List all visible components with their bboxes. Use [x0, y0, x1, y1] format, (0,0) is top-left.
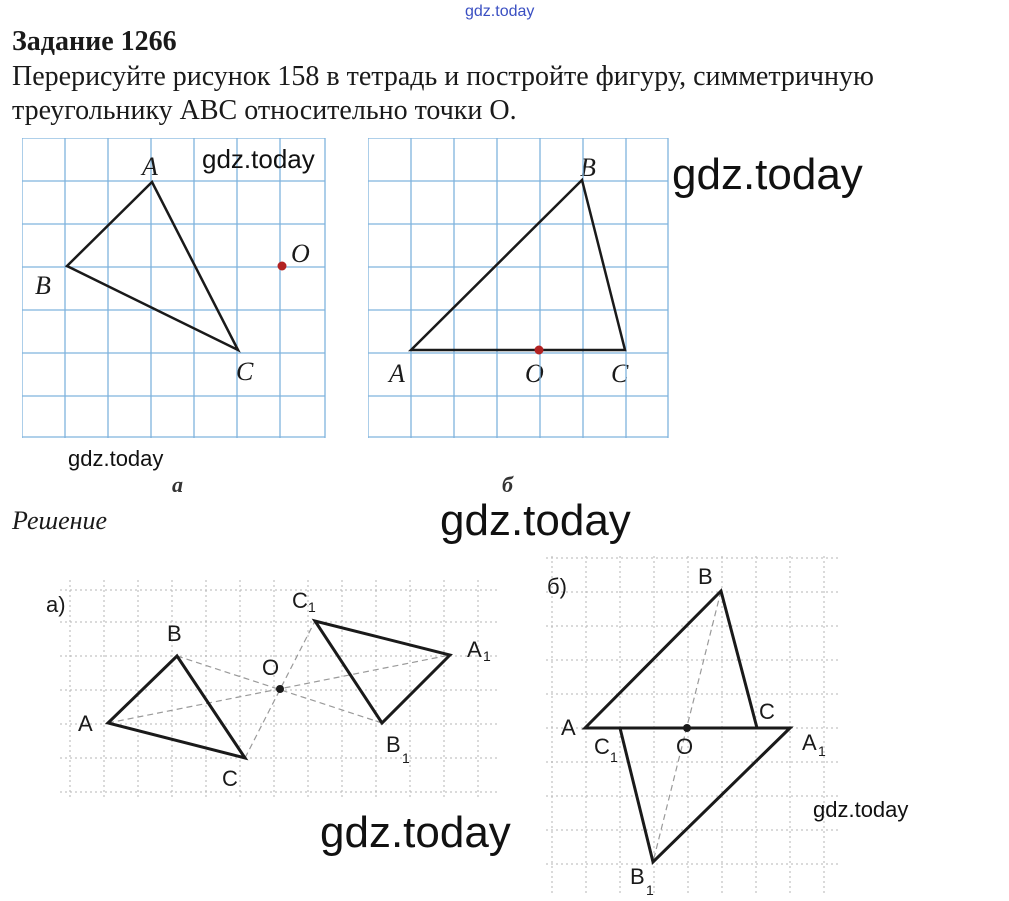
label-o-figb: O: [525, 359, 544, 388]
label-c-sol-b: C: [759, 699, 775, 724]
label-a-sol-b: A: [561, 715, 576, 740]
watermark-2: gdz.today: [672, 150, 863, 199]
solution-heading: Решение: [12, 506, 108, 535]
caption-figa: а: [172, 472, 183, 497]
label-c-sol-a: C: [222, 766, 238, 791]
task-title: Задание 1266: [12, 26, 177, 57]
watermark-1: gdz.today: [202, 144, 315, 174]
label-a1-sol-a: A: [467, 637, 482, 662]
label-b-sol-b: B: [698, 564, 713, 589]
label-b1-sol-b: B: [630, 864, 645, 889]
label-a1-sol-b: A: [802, 730, 817, 755]
task-text: Перерисуйте рисунок 158 в тетрадь и постройте фигуру, симметричную треугольнику АВС относительно точки О.: [12, 61, 874, 126]
watermark-top: gdz.today: [465, 3, 535, 20]
watermark-6: gdz.today: [813, 797, 909, 822]
label-c1-sol-b: C: [594, 734, 610, 759]
label-o-sol-b: O: [676, 734, 694, 759]
label-b-figa: B: [35, 271, 51, 300]
label-b-figb: B: [580, 153, 596, 182]
label-a-figa: A: [142, 152, 158, 181]
label-b-sol-a: B: [167, 621, 182, 646]
watermark-5: gdz.today: [320, 808, 511, 857]
label-c-figa: C: [236, 357, 254, 386]
label-c1-sol-a: C: [292, 588, 308, 613]
label-b1-sol-a: B: [386, 732, 401, 757]
label-b1-sub-sol-b: 1: [646, 882, 654, 898]
label-a-figb: A: [389, 359, 405, 388]
label-o-figa: O: [291, 239, 310, 268]
label-a1-sub-sol-a: 1: [483, 648, 491, 664]
label-a1-sub-sol-b: 1: [818, 743, 826, 759]
label-b1-sub-sol-a: 1: [402, 750, 410, 766]
label-o-sol-a: O: [262, 655, 280, 680]
watermark-4: gdz.today: [440, 496, 631, 545]
caption-figb: б: [502, 472, 513, 497]
caption-sol-a: а): [46, 592, 66, 617]
label-c1-sub-sol-a: 1: [308, 599, 316, 615]
caption-sol-b: б): [547, 574, 567, 599]
label-a-sol-a: A: [78, 711, 93, 736]
watermark-3: gdz.today: [68, 446, 164, 471]
label-c-figb: C: [611, 359, 629, 388]
label-c1-sub-sol-b: 1: [610, 749, 618, 765]
